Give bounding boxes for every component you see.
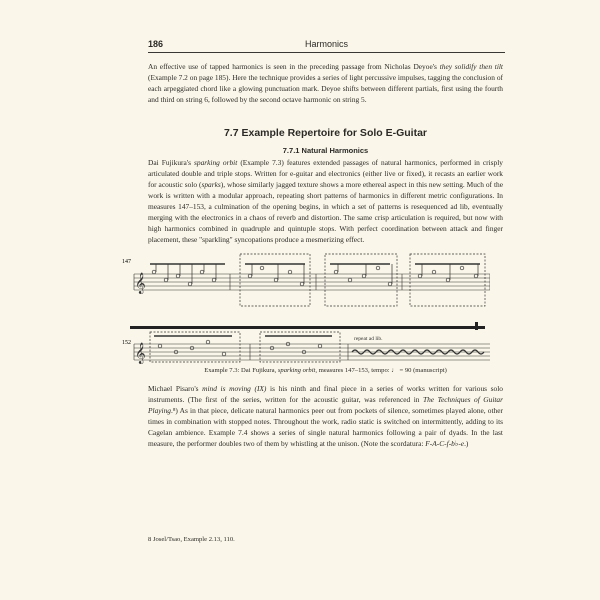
section-heading: 7.7 Example Repertoire for Solo E-Guitar bbox=[223, 127, 428, 139]
footnote: 8 Josel/Tsao, Example 2.13, 110. bbox=[148, 536, 235, 543]
measure-number: 147 bbox=[122, 259, 131, 265]
intro-paragraph: An effective use of tapped harmonics is seen in the preceding passage from Nicholas Deyoe's they solidify then tilt (Example 7.2 on page 185). Here the technique provides a series of light percussive impulses, tagging the conclusion of each arpeggiated chord like a glowing punctuation mark. Deyoe shifts between different partials, first using the fourth and third on string 6, followed by the second octave harmonic on string 5. bbox=[148, 62, 503, 104]
treble-clef-icon: 𝄞 bbox=[135, 343, 146, 363]
work-title: they solidify then tilt bbox=[439, 62, 503, 71]
work-title: sparking orbit bbox=[277, 367, 316, 374]
running-title: Harmonics bbox=[304, 39, 348, 49]
score-system-1 bbox=[120, 250, 490, 312]
measure-number: 152 bbox=[122, 340, 131, 346]
treble-clef-icon: 𝄞 bbox=[135, 273, 146, 293]
page-number: 186 bbox=[148, 39, 164, 49]
scordatura: F-A-C-f-b♭-e bbox=[425, 439, 465, 448]
fujikura-paragraph: Dai Fujikura's sparking orbit (Example 7.3) features extended passages of natural harmonics, performed in crisply articulated double and triple stops. Written for e-guitar and electronics (either live or fixed), it recasts an earlier work for acoustic solo (sparks), whose similarly jagged texture shows a more ethereal aspect in this new setting. Much of the work is written with a modular approach, repeating short patterns of harmonics in different metric configurations. In measures 147–153, a culmination of the opening begins, in which a set of patterns is resequenced ad lib, eventually merging with the electronics in a chaos of reverb and distortion. The same crisp articulation is required, but now with high harmonics combined in quadruple and quintuple stops. With perfect coordination between attack and finger placement, these "sparkling" syncopations produce a mesmerizing effect. bbox=[148, 158, 503, 244]
running-header bbox=[148, 38, 505, 53]
pisaro-paragraph: Michael Pisaro's mind is moving (IX) is his ninth and final piece in a series of works written for various solo instruments. (The first of the series, written for the acoustic guitar, was referenced in The Techniques of Guitar Playing.⁸) As in that piece, delicate natural harmonics peer out from pockets of silence, sometimes played alone, other times in combination with stopped notes. Throughout the work, radio static is switched on intermittently, adding to its Cagelan ambience. Example 7.4 shows a series of single natural harmonics following a pair of dyads. In the last measure, the performer doubles two of them by whistling at the unison. (Note the scordatura: F-A-C-f-b♭-e.) bbox=[148, 384, 503, 448]
repeat-instruction: repeat ad lib. bbox=[354, 336, 383, 342]
work-title: sparking orbit bbox=[194, 158, 238, 167]
work-title: sparks bbox=[201, 180, 221, 189]
example-caption: Example 7.3: Dai Fujikura, sparking orbit, measures 147–153, tempo: ♩ = 90 (manuscript) bbox=[204, 367, 447, 374]
subsection-heading: 7.7.1 Natural Harmonics bbox=[282, 146, 369, 155]
book-title: The Techniques of Guitar Playing bbox=[148, 395, 503, 415]
score-system-2 bbox=[120, 322, 490, 364]
work-title: mind is moving (IX) bbox=[202, 384, 267, 393]
